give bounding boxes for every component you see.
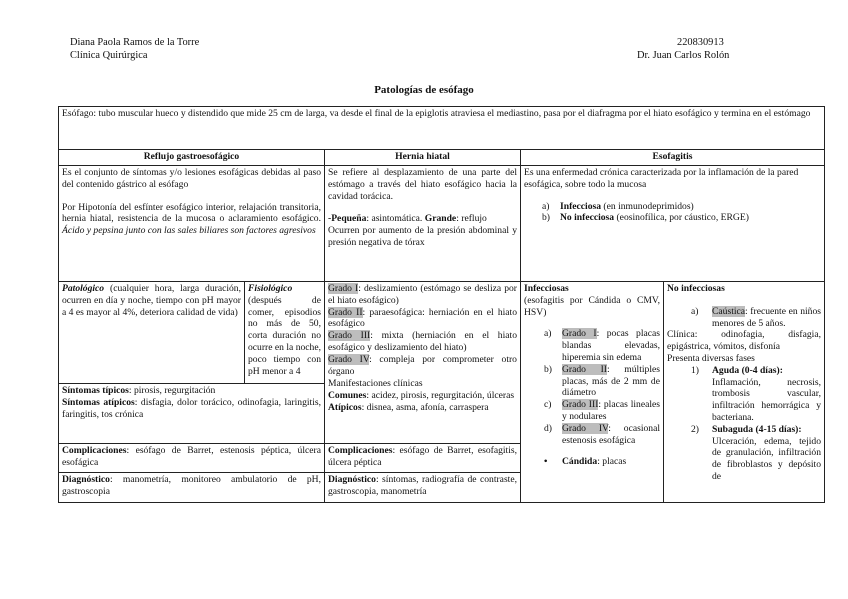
tipicos-label: Síntomas típicos: [62, 385, 129, 396]
fase-aguda-item: 1) Aguda (0-4 días): Inflamación, necrosis, trombosis vascular, infiltración hemorrágica y bacteriana.: [691, 364, 821, 423]
teacher-name: Dr. Juan Carlos Rolón: [637, 50, 730, 61]
esofagitis-definition-cell: [521, 166, 825, 282]
hernia-comunes-label: Comunes: [328, 390, 367, 402]
hernia-diag-text: : síntomas, radiografía de contraste, gastroscopia, manometría: [328, 474, 517, 497]
hernia-comp-label: Complicaciones: [328, 445, 393, 456]
hernia-definition-cell: [325, 166, 521, 282]
atipicos-label: Síntomas atípicos: [62, 396, 135, 408]
infecciosa-grade-item: b) Grado II: múltiples placas, más de 2 mm de diámetro: [544, 363, 660, 399]
hernia-grande-text: : reflujo: [456, 213, 487, 225]
caustica-clinica: Clínica: odinofagia, disfagia, epigástrica, vómitos, disfonía: [667, 329, 821, 353]
hernia-comp-text: : esófago de Barret, esofagitis, úlcera péptica: [328, 445, 517, 468]
fisiologico-text: (después de comer, episodios no más de 50, corta duración no ocurre en la noche, poco tiempo con pH menor a 4: [248, 294, 321, 377]
hernia-complicaciones-cell: [325, 444, 521, 473]
hernia-grade-item: Grado II: paraesofágica: herniación en el hiato esofágico: [328, 306, 518, 330]
caustica-fases: Presenta diversas fases: [667, 352, 755, 364]
reflujo-diagnostico-cell: [59, 473, 325, 503]
col-header-hernia: Hernia hiatal: [325, 150, 521, 166]
reflujo-fisiologico-cell: [245, 282, 325, 384]
fase-subaguda-item: 2) Subaguda (4-15 días): Ulceración, edema, tejido de granulación, infiltración de fibroblastos y depósito de: [691, 423, 821, 482]
esofagitis-noinfecciosas-cell: [664, 282, 825, 503]
hernia-atipicos-text: : disnea, asma, afonía, carraspera: [361, 401, 489, 413]
noinfecciosas-label: No infecciosas: [667, 283, 725, 294]
infecciosa-grade-item: c) Grado III: placas lineales y nodulares: [544, 399, 660, 422]
pathology-table: [58, 106, 825, 503]
candida-item: • Cándida: placas: [544, 456, 627, 468]
student-id: 220830913: [677, 37, 724, 48]
page-title: Patologías de esófago: [374, 84, 474, 96]
reflujo-definition: Es el conjunto de síntomas y/o lesiones esofágicas debidas al paso del contenido gástrico al esófago: [62, 167, 321, 190]
hernia-grade-item: Grado IV: compleja por comprometer otro órgano: [328, 353, 517, 377]
reflujo-causes: Por Hipotonía del esfínter esofágico interior, relajación transitoria, hernia hiatal, resistencia de la mucosa o aclaramiento esofágico.: [62, 201, 321, 225]
col-header-reflujo: Reflujo gastroesofágico: [59, 150, 325, 166]
esofagitis-type-item: b) No infecciosa (eosinofílica, por cáustico, ERGE): [542, 212, 749, 224]
reflujo-patologico-cell: [59, 282, 245, 384]
hernia-comunes-text: : acidez, pirosis, regurgitación, úlceras: [366, 390, 515, 402]
hernia-manifestations: Manifestaciones clínicas: [328, 378, 423, 390]
hernia-grande-label: Grande: [424, 213, 457, 225]
caustica-item: a) Caústica: frecuente en niños menores de 5 años.: [691, 305, 821, 329]
intro-text: Esófago: tubo muscular hueco y distendido que mide 25 cm de larga, va desde el final de la epiglotis atraviesa el mediastino, pasa por el diafragma por el hiato esofágico y termina en el estómago: [62, 108, 811, 119]
reflujo-complicaciones-cell: [59, 444, 325, 473]
infecciosa-grade-item: a) Grado I: pocas placas blandas elevadas, hiperemia sin edema: [544, 328, 660, 363]
author-name: Diana Paola Ramos de la Torre: [70, 37, 200, 48]
reflujo-comp-text: : esófago de Barret, estenosis péptica, úlcera esofágica: [62, 445, 321, 468]
infecciosas-text: (esofagitis por Cándida o CMV, HSV): [524, 294, 660, 318]
infecciosas-label: Infecciosas: [524, 283, 569, 294]
reflujo-comp-label: Complicaciones: [62, 445, 127, 456]
hernia-definition: Se refiere al desplazamiento de una parte del estómago a través del hiato esofágico hacia la cavidad torácica.: [328, 167, 517, 202]
atipicos-text: : disfagia, dolor torácico, odinofagia, laringitis, faringitis, tos crónica: [62, 396, 321, 420]
reflujo-sintomas-cell: [59, 384, 325, 444]
esofagitis-definition: Es una enfermedad crónica caracterizada por la inflamación de la pared esofágica, sobre todo la mucosa: [524, 167, 799, 190]
hernia-atipicos-label: Atípicos: [328, 401, 362, 413]
tipicos-text: : pirosis, regurgitación: [128, 385, 216, 396]
reflujo-definition-cell: [59, 166, 325, 282]
col-header-esofagitis: Esofagitis: [521, 150, 825, 166]
hernia-pequena-label: -Pequeña: [328, 213, 367, 225]
hernia-diag-label: Diagnóstico: [328, 474, 376, 485]
reflujo-diag-text: : manometría, monitoreo ambulatorio de pH, gastroscopia: [62, 474, 321, 497]
course-name: Clínica Quirúrgica: [70, 50, 148, 61]
infecciosa-grade-item: d) Grado IV: ocasional estenosis esofágica: [544, 422, 660, 446]
hernia-pequena-text: : asintomática.: [366, 213, 423, 225]
patologico-label: Patológico: [62, 283, 105, 294]
hernia-occur: Ocurren por aumento de la presión abdominal y presión negativa de tórax: [328, 225, 517, 248]
hernia-grades-cell: [325, 282, 521, 444]
intro-cell: [59, 107, 825, 150]
esofagitis-infecciosas-cell: [521, 282, 664, 503]
hernia-grade-item: Grado I: deslizamiento (estómago se desliza por el hiato esofágico): [328, 283, 517, 306]
hernia-diagnostico-cell: [325, 473, 521, 503]
esofagitis-type-item: a) Infecciosa (en inmunodeprimidos): [542, 200, 694, 212]
patologico-text: (cualquier hora, larga duración, ocurren en día y noche, tiempo con pH mayor a 4 es mayor al 4%, deteriora calidad de vida): [62, 283, 241, 318]
hernia-grade-item: Grado III: mixta (herniación en el hiato esofágico y deslizamiento del hiato): [328, 330, 517, 353]
fisiologico-label: Fisiológico: [248, 283, 293, 294]
reflujo-causes-italic: Ácido y pepsina junto con las sales biliares son factores agresivos: [62, 225, 316, 237]
reflujo-diag-label: Diagnóstico: [62, 474, 110, 485]
